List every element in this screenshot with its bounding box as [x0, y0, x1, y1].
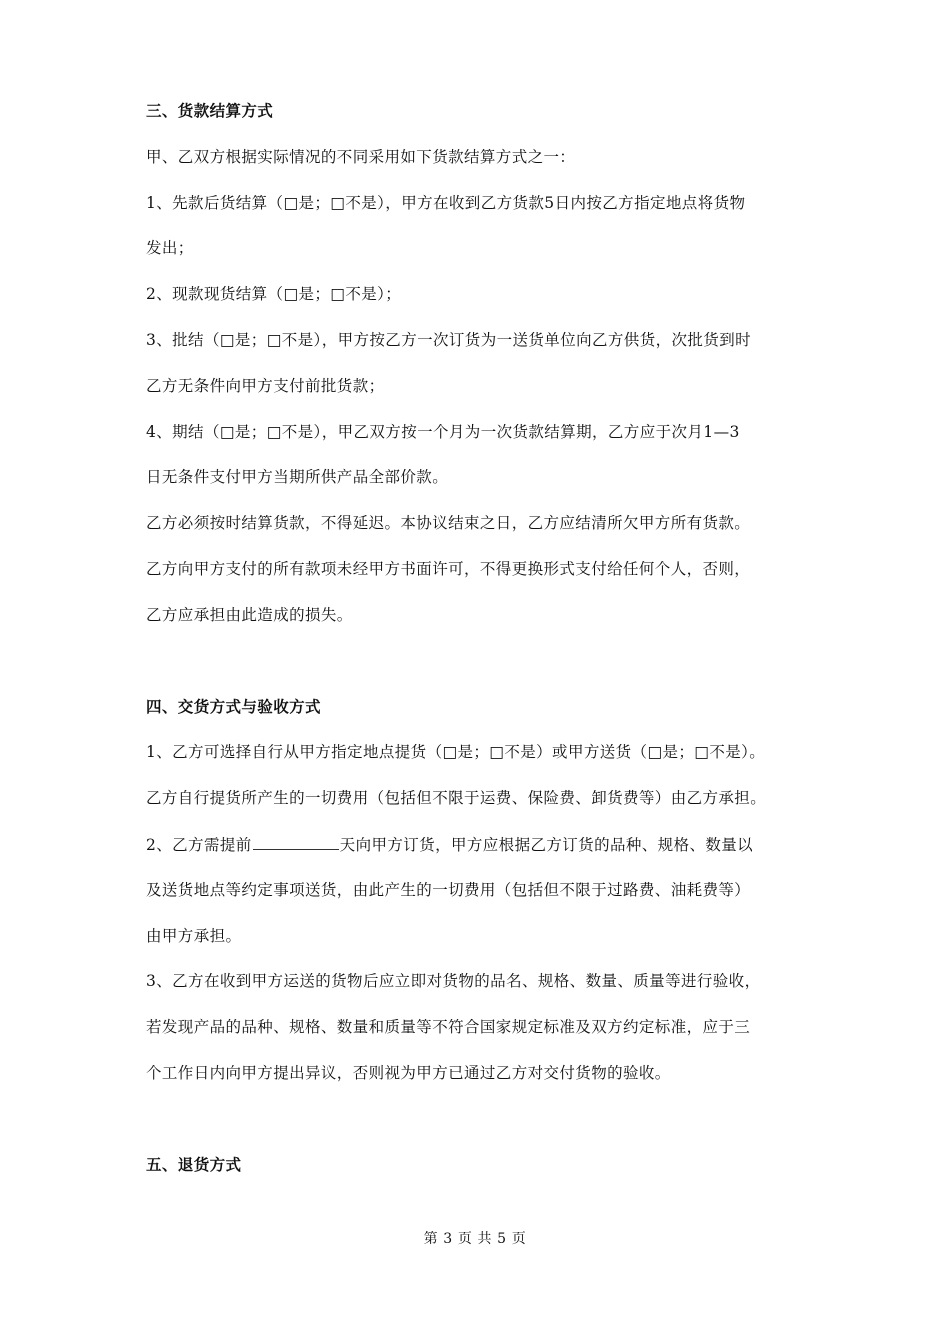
paragraph-line: 乙方应承担由此造成的损失。	[146, 605, 353, 624]
document-body	[146, 96, 810, 1196]
paragraph-line: 日无条件支付甲方当期所供产品全部价款。	[146, 468, 449, 487]
paragraph-line: 3、批结（□是；□不是），甲方按乙方一次订货为一送货单位向乙方供货，次批货到时	[146, 330, 752, 349]
fill-in-blank	[253, 829, 339, 850]
section-spacer	[146, 646, 810, 692]
section-heading-returns: 五、退货方式	[146, 1155, 242, 1174]
paragraph-line: 1、乙方可选择自行从甲方指定地点提货（□是；□不是）或甲方送货（□是；□不是）。	[146, 743, 766, 762]
section-heading-payment: 三、货款结算方式	[146, 102, 274, 120]
paragraph-line: 乙方向甲方支付的所有款项未经甲方书面许可，不得更换形式支付给任何个人，否则，	[146, 559, 751, 578]
paragraph-line: 由甲方承担。	[146, 926, 242, 945]
paragraph-line: 甲、乙双方根据实际情况的不同采用如下货款结算方式之一：	[146, 147, 576, 166]
paragraph-line: 若发现产品的品种、规格、数量和质量等不符合国家规定标准及双方约定标准，应于三	[146, 1018, 751, 1037]
section-heading-delivery: 四、交货方式与验收方式	[146, 697, 321, 716]
page-footer: 第 3 页 共 5 页	[423, 1231, 527, 1247]
text-before-blank: 2、乙方需提前	[146, 835, 252, 854]
paragraph-line: 2、现款现货结算（□是；□不是）；	[146, 285, 402, 304]
paragraph-line: 乙方必须按时结算货款，不得延迟。本协议结束之日，乙方应结清所欠甲方所有货款。	[146, 514, 751, 533]
paragraph-line: 乙方无条件向甲方支付前批货款；	[146, 376, 385, 395]
paragraph-line: 4、期结（□是；□不是），甲乙双方按一个月为一次货款结算期，乙方应于次月1—3	[146, 422, 740, 441]
paragraph-line: 1、先款后货结算（□是；□不是），甲方在收到乙方货款5日内按乙方指定地点将货物	[146, 193, 746, 212]
paragraph-line: 乙方自行提货所产生的一切费用（包括但不限于运费、保险费、卸货费等）由乙方承担。	[146, 789, 767, 808]
paragraph-line: 发出；	[146, 239, 194, 258]
paragraph-line: 3、乙方在收到甲方运送的货物后应立即对货物的品名、规格、数量、质量等进行验收，	[146, 972, 761, 991]
text-after-blank: 天向甲方订货，甲方应根据乙方订货的品种、规格、数量以	[339, 835, 754, 854]
paragraph-line-with-blank	[146, 829, 810, 875]
paragraph-line: 及送货地点等约定事项送货，由此产生的一切费用（包括但不限于过路费、油耗费等）	[146, 880, 751, 899]
paragraph-line: 个工作日内向甲方提出异议，否则视为甲方已通过乙方对交付货物的验收。	[146, 1063, 671, 1082]
section-spacer	[146, 1104, 810, 1150]
